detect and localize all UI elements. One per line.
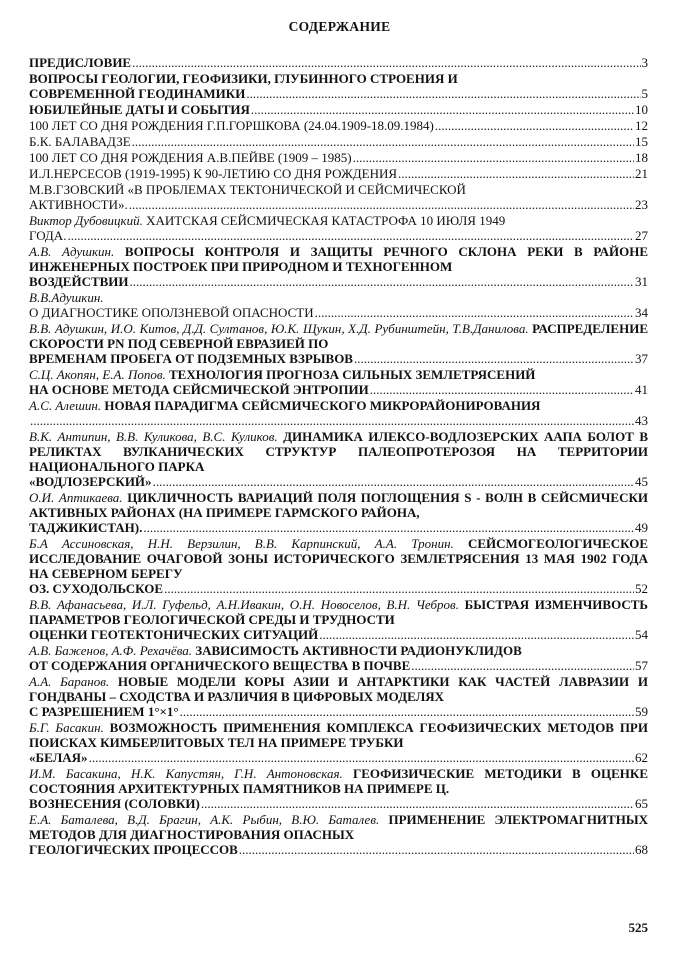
toc-leader-dots bbox=[130, 274, 634, 289]
toc-entry-title: М.В.ГЗОВСКИЙ «В ПРОБЛЕМАХ ТЕКТОНИЧЕСКОЙ И СЕЙСМИЧЕСКОЙ bbox=[29, 182, 466, 197]
toc-leader-dots bbox=[239, 842, 634, 857]
toc-entry-dubovitsky bbox=[29, 213, 648, 243]
toc-entry-bataleva bbox=[29, 812, 648, 857]
toc-page-number: 59 bbox=[635, 704, 648, 719]
toc-entry-assinovskaya bbox=[29, 536, 648, 596]
toc-entry-title-end: 100 ЛЕТ СО ДНЯ РОЖДЕНИЯ А.В.ПЕЙВЕ (1909 – 1985) bbox=[29, 150, 352, 165]
toc-page-number: 43 bbox=[635, 413, 648, 428]
toc-page-number: 34 bbox=[635, 305, 648, 320]
toc-entry-title-end: ВРЕМЕНАМ ПРОБЕГА ОТ ПОДЗЕМНЫХ ВЗРЫВОВ bbox=[29, 351, 353, 366]
toc-entry-authors: А.В. Адушкин. bbox=[29, 244, 125, 259]
toc-leader-dots bbox=[30, 413, 634, 428]
toc-entry-balavadze bbox=[29, 134, 648, 149]
toc-page-number: 52 bbox=[635, 581, 648, 596]
toc-page-number: 54 bbox=[635, 627, 648, 642]
toc-entry-title: ГЕОФИЗИЧЕСКИЕ МЕТОДИКИ В ОЦЕНКЕ СОСТОЯНИЯ АРХИТЕКТУРНЫХ ПАМЯТНИКОВ НА ПРИМЕРЕ Ц. bbox=[29, 766, 648, 796]
toc-entry-authors: В.В.Адушкин. bbox=[29, 290, 104, 305]
toc-entry-akopyan bbox=[29, 367, 648, 397]
toc-entry-authors: А.С. Алешин. bbox=[29, 398, 105, 413]
toc-leader-dots bbox=[435, 118, 634, 133]
toc-page-number: 31 bbox=[635, 274, 648, 289]
toc-entry-title-end: ОЦЕНКИ ГЕОТЕКТОНИЧЕСКИХ СИТУАЦИЙ bbox=[29, 627, 319, 642]
toc-entry-authors: А.А. Баранов. bbox=[29, 674, 118, 689]
toc-leader-dots bbox=[398, 166, 634, 181]
toc-entry-title-end: «ВОДЛОЗЕРСКИЙ» bbox=[29, 474, 152, 489]
toc-entry-title-end: СОВРЕМЕННОЙ ГЕОДИНАМИКИ bbox=[29, 86, 246, 101]
toc-entry-gzovsky bbox=[29, 182, 648, 212]
toc-page-number: 12 bbox=[635, 118, 648, 133]
toc-leader-dots bbox=[89, 750, 634, 765]
toc-leader-dots bbox=[251, 102, 634, 117]
toc-leader-dots bbox=[153, 474, 634, 489]
toc-entry-title: ЦИКЛИЧНОСТЬ ВАРИАЦИЙ ПОЛЯ ПОГЛОЩЕНИЯ S - ВОЛН В СЕЙСМИЧЕСКИ АКТИВНЫХ РАЙОНАХ (НА ПРИМЕРЕ ГАРМСКОГО РАЙОНА, bbox=[29, 490, 648, 520]
toc-entry-baranov bbox=[29, 674, 648, 719]
toc-entry-title: СЕЙСМОГЕОЛОГИЧЕСКОЕ ИССЛЕДОВАНИЕ ОЧАГОВОЙ ЗОНЫ ИСТОРИЧЕСКОГО ЗЕМЛЕТРЯСЕНИЯ 13 МАЯ 1902 ГОДА НА СЕВЕРНОМ БЕРЕГУ bbox=[29, 536, 648, 581]
toc-page-number: 57 bbox=[635, 658, 648, 673]
toc-page-number: 3 bbox=[641, 55, 648, 70]
toc-entry-title-end: ТАДЖИКИСТАН). bbox=[29, 520, 143, 535]
toc-entry-title: ЗАВИСИМОСТЬ АКТИВНОСТИ РАДИОНУКЛИДОВ bbox=[195, 643, 522, 658]
toc-entry-title: ВОПРОСЫ ГЕОЛОГИИ, ГЕОФИЗИКИ, ГЛУБИННОГО СТРОЕНИЯ И bbox=[29, 71, 458, 86]
toc-entry-title-end: НА ОСНОВЕ МЕТОДА СЕЙСМИЧЕСКОЙ ЭНТРОПИИ bbox=[29, 382, 369, 397]
toc-entry-authors: В.В. Афанасьева, И.Л. Гуфельд, А.Н.Ивакин, О.Н. Новоселов, В.Н. Чебров. bbox=[29, 597, 465, 612]
toc-entry-title-end: ОТ СОДЕРЖАНИЯ ОРГАНИЧЕСКОГО ВЕЩЕСТВА В ПОЧВЕ bbox=[29, 658, 411, 673]
toc-entry-title-end: ЮБИЛЕЙНЫЕ ДАТЫ И СОБЫТИЯ bbox=[29, 102, 250, 117]
toc-leader-dots bbox=[319, 627, 634, 642]
toc-entry-title: РАСПРЕДЕЛЕНИЕ СКОРОСТИ PN ПОД СЕВЕРНОЙ ЕВРАЗИЕЙ ПО bbox=[29, 321, 648, 351]
toc-page-number: 5 bbox=[641, 86, 648, 101]
toc-entry-title-end: И.Л.НЕРСЕСОВ (1919-1995) К 90-ЛЕТИЮ СО ДНЯ РОЖДЕНИЯ bbox=[29, 166, 398, 181]
toc-entry-antipin bbox=[29, 429, 648, 489]
toc-entry-title-end: Б.К. БАЛАВАДЗЕ bbox=[29, 134, 131, 149]
toc-leader-dots bbox=[129, 197, 634, 212]
toc-entry-adushkin3 bbox=[29, 321, 648, 366]
toc-page-number: 65 bbox=[635, 796, 648, 811]
toc-page-number: 18 bbox=[635, 150, 648, 165]
toc-entry-authors: В.К. Антипин, В.В. Куликова, В.С. Куликов. bbox=[29, 429, 284, 444]
toc-entry-bazhenov bbox=[29, 643, 648, 673]
toc-entry-afanasyeva bbox=[29, 597, 648, 642]
toc-entry-title-end: ВОЗДЕЙСТВИИ bbox=[29, 274, 129, 289]
toc-entry-title-end: АКТИВНОСТИ». bbox=[29, 197, 128, 212]
toc-entry-title-end: ГОДА. bbox=[29, 228, 67, 243]
toc-entry-title: ДИНАМИКА ИЛЕКСО-ВОДЛОЗЕРСКИХ ААПА БОЛОТ В РЕЛИКТАХ ВУЛКАНИЧЕСКИХ СТРУКТУР ПАЛЕОПРОТЕРОЗОЯ НА ТЕРРИТОРИИ НАЦИОНАЛЬНОГО ПАРКА bbox=[29, 429, 648, 474]
toc-page-number: 41 bbox=[635, 382, 648, 397]
toc-page-number: 45 bbox=[635, 474, 648, 489]
toc-leader-dots bbox=[353, 150, 634, 165]
toc-leader-dots bbox=[143, 520, 634, 535]
toc-entry-title: ХАИТСКАЯ СЕЙСМИЧЕСКАЯ КАТАСТРОФА 10 ИЮЛЯ 1949 bbox=[146, 213, 506, 228]
toc-entry-authors: Виктор Дубовицкий. bbox=[29, 213, 147, 228]
toc-page-number: 21 bbox=[635, 166, 648, 181]
toc-page-number: 15 bbox=[635, 134, 648, 149]
toc-leader-dots bbox=[315, 305, 634, 320]
table-of-contents bbox=[29, 55, 648, 858]
toc-entry-title: ВОПРОСЫ КОНТРОЛЯ И ЗАЩИТЫ РЕЧНОГО СКЛОНА РЕКИ В РАЙОНЕ ИНЖЕНЕРНЫХ ПОСТРОЕК ПРИ ПРИРОДНОМ И ТЕХНОГЕННОМ bbox=[29, 244, 649, 274]
toc-leader-dots bbox=[67, 228, 634, 243]
toc-entry-jubilee bbox=[29, 102, 648, 117]
toc-entry-adushkin2 bbox=[29, 290, 648, 320]
toc-entry-preface bbox=[29, 55, 648, 70]
toc-leader-dots bbox=[132, 55, 640, 70]
toc-entry-authors: О.И. Аптикаева. bbox=[29, 490, 128, 505]
toc-entry-authors: А.В. Баженов, А.Ф. Рехачёва. bbox=[29, 643, 196, 658]
toc-entry-title: ПРИМЕНЕНИЕ ЭЛЕКТРОМАГНИТНЫХ МЕТОДОВ ДЛЯ ДИАГНОСТИРОВАНИЯ ОПАСНЫХ bbox=[29, 812, 648, 842]
toc-leader-dots bbox=[370, 382, 634, 397]
toc-entry-authors: Е.А. Баталева, В.Д. Брагин, А.К. Рыбин, В.Ю. Баталев. bbox=[29, 812, 389, 827]
toc-page-number: 37 bbox=[635, 351, 648, 366]
toc-page-number: 23 bbox=[635, 197, 648, 212]
toc-entry-title-end: С РАЗРЕШЕНИЕМ 1°×1° bbox=[29, 704, 179, 719]
toc-page-number: 68 bbox=[635, 842, 648, 857]
toc-entry-title-end: ПРЕДИСЛОВИЕ bbox=[29, 55, 132, 70]
toc-leader-dots bbox=[246, 86, 640, 101]
toc-entry-authors: И.М. Басакина, Н.К. Капустян, Г.Н. Антоновская. bbox=[29, 766, 353, 781]
toc-entry-aptikaeva bbox=[29, 490, 648, 535]
toc-leader-dots bbox=[354, 351, 634, 366]
toc-entry-authors: В.В. Адушкин, И.О. Китов, Д.Д. Султанов, Ю.К. Щукин, Х.Д. Рубинштейн, Т.В.Данилова. bbox=[29, 321, 533, 336]
toc-entry-title: НОВАЯ ПАРАДИГМА СЕЙСМИЧЕСКОГО МИКРОРАЙОНИРОВАНИЯ bbox=[104, 398, 541, 413]
toc-leader-dots bbox=[180, 704, 634, 719]
toc-page-number: 27 bbox=[635, 228, 648, 243]
toc-leader-dots bbox=[201, 796, 634, 811]
page-number: 525 bbox=[628, 920, 648, 935]
toc-page-number: 62 bbox=[635, 750, 648, 765]
toc-entry-aleshin bbox=[29, 398, 648, 428]
toc-leader-dots bbox=[132, 134, 634, 149]
toc-entry-title: БЫСТРАЯ ИЗМЕНЧИВОСТЬ ПАРАМЕТРОВ ГЕОЛОГИЧЕСКОЙ СРЕДЫ И ТРУДНОСТИ bbox=[29, 597, 649, 627]
toc-entry-title: ТЕХНОЛОГИЯ ПРОГНОЗА СИЛЬНЫХ ЗЕМЛЕТРЯСЕНИЙ bbox=[169, 367, 536, 382]
toc-entry-authors: С.Ц. Акопян, Е.А. Попов. bbox=[29, 367, 169, 382]
toc-leader-dots bbox=[164, 581, 634, 596]
toc-entry-nersesov bbox=[29, 166, 648, 181]
toc-entry-authors: Б.Г. Басакин. bbox=[29, 720, 110, 735]
toc-entry-title-end: 100 ЛЕТ СО ДНЯ РОЖДЕНИЯ Г.П.ГОРШКОВА (24.04.1909-18.09.1984) bbox=[29, 118, 434, 133]
toc-entry-title-end: ГЕОЛОГИЧЕСКИХ ПРОЦЕССОВ bbox=[29, 842, 238, 857]
toc-page-number: 49 bbox=[635, 520, 648, 535]
toc-entry-geology bbox=[29, 71, 648, 101]
toc-leader-dots bbox=[411, 658, 634, 673]
toc-entry-title-end: ОЗ. СУХОДОЛЬСКОЕ bbox=[29, 581, 164, 596]
toc-entry-basakina bbox=[29, 766, 648, 811]
toc-entry-gorshkov bbox=[29, 118, 648, 133]
toc-entry-basakin bbox=[29, 720, 648, 765]
toc-entry-authors: Б.А Ассиновская, Н.Н. Верзилин, В.В. Карпинский, А.А. Тронин. bbox=[29, 536, 468, 551]
toc-entry-title: НОВЫЕ МОДЕЛИ КОРЫ АЗИИ И АНТАРКТИКИ КАК ЧАСТЕЙ ЛАВРАЗИИ И ГОНДВАНЫ – СХОДСТВА И РАЗЛИЧИЯ В ЦИФРОВЫХ МОДЕЛЯХ bbox=[29, 674, 648, 704]
toc-entry-peive bbox=[29, 150, 648, 165]
toc-entry-title-end: ВОЗНЕСЕНИЯ (СОЛОВКИ) bbox=[29, 796, 200, 811]
toc-entry-title: ВОЗМОЖНОСТЬ ПРИМЕНЕНИЯ КОМПЛЕКСА ГЕОФИЗИЧЕСКИХ МЕТОДОВ ПРИ ПОИСКАХ КИМБЕРЛИТОВЫХ ТЕЛ НА ПРИМЕРЕ ТРУБКИ bbox=[29, 720, 648, 750]
toc-entry-title-end: «БЕЛАЯ» bbox=[29, 750, 88, 765]
page-title: СОДЕРЖАНИЕ bbox=[288, 19, 391, 34]
toc-entry-adushkin1 bbox=[29, 244, 648, 289]
toc-entry-title-end: О ДИАГНОСТИКЕ ОПОЛЗНЕВОЙ ОПАСНОСТИ bbox=[29, 305, 314, 320]
toc-page-number: 10 bbox=[635, 102, 648, 117]
